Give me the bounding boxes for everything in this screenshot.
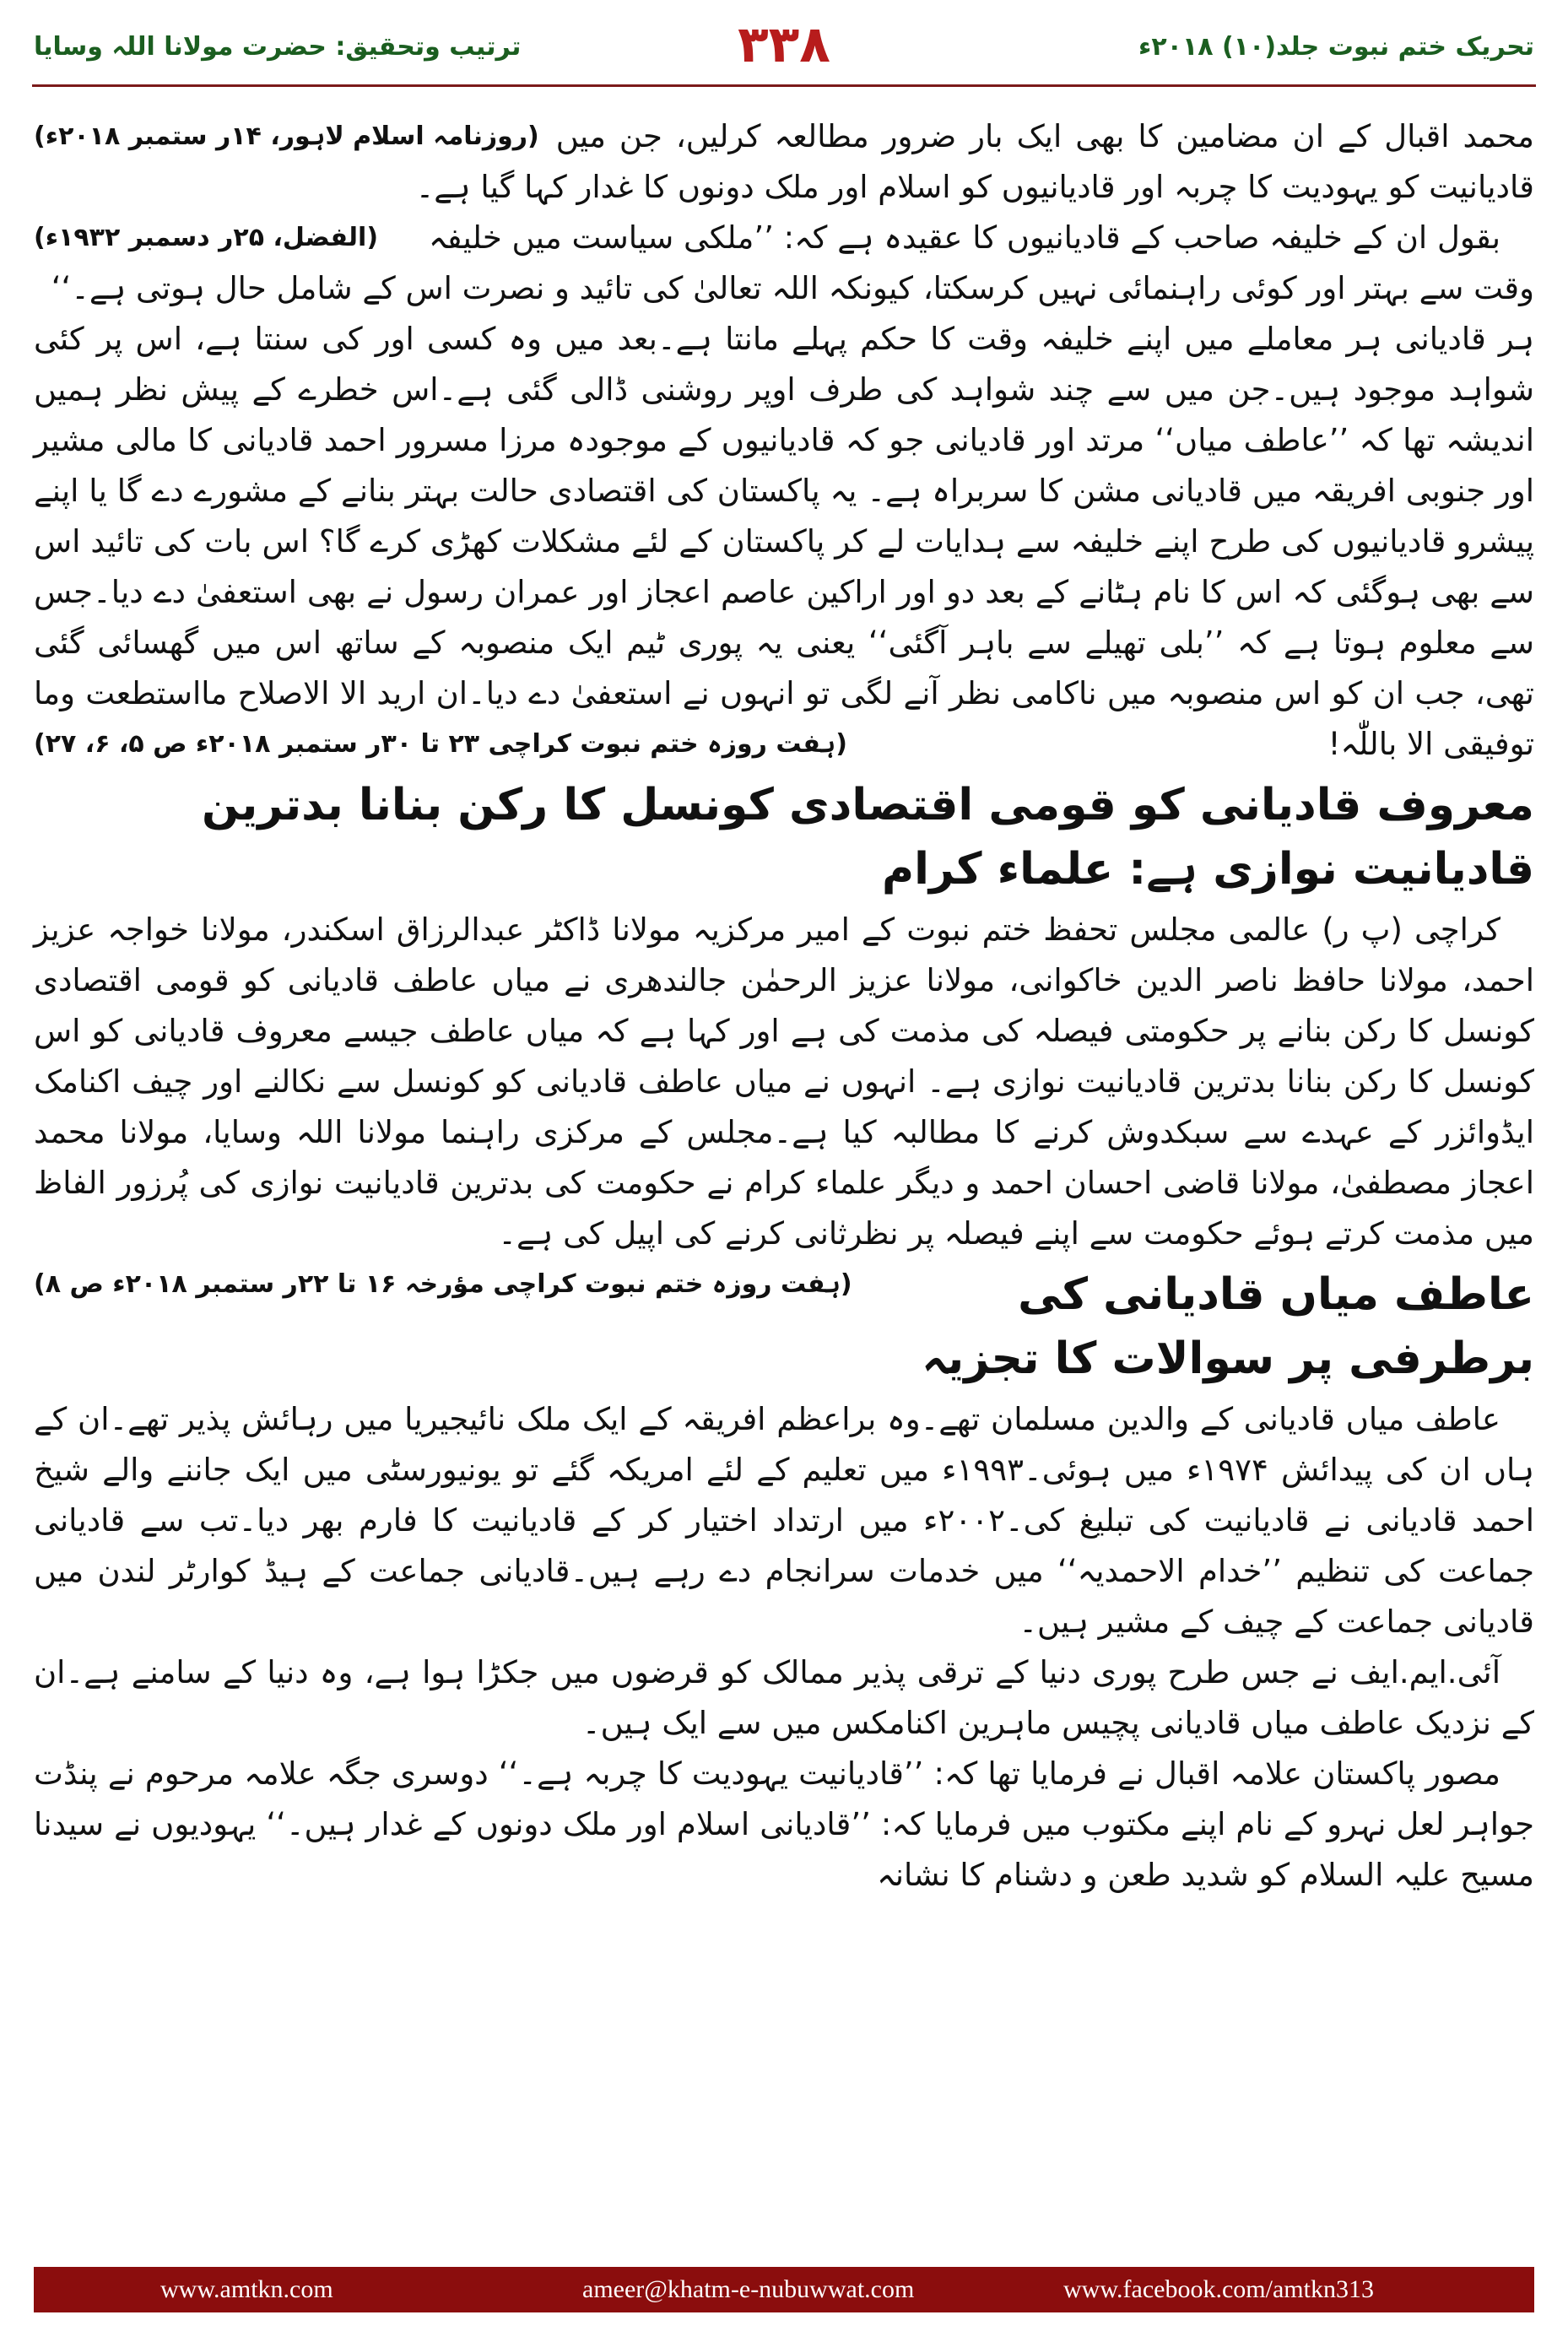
paragraph-khalifa-belief: (الفضل، ۲۵ر دسمبر ۱۹۳۲ء) بقول ان کے خلیفہ صاحب کے قادیانیوں کا عقیدہ ہے کہ: ’’ملکی سیاست میں خلیفہ وقت سے بہتر اور کوئی راہنمائی نہیں کرسکتا، کیونکہ اللہ تعالیٰ کی تائید و نصرت اس کے شامل حال ہوتی ہے۔‘‘ [34, 213, 1534, 314]
section-heading-dismissal: عاطف میاں قادیانی کی برطرفی پر سوالات کا تجزیہ [922, 1269, 1534, 1384]
website-link[interactable]: www.amtkn.com [160, 2275, 333, 2303]
paragraph-imf: آئی.ایم.ایف نے جس طرح پوری دنیا کے ترقی پذیر ممالک کو قرضوں میں جکڑا ہوا ہے، وہ دنیا کے سامنے ہے۔ان کے نزدیک عاطف میاں قادیانی پچیس ماہرین اکنامکس میں سے ایک ہیں۔ [34, 1654, 1534, 1741]
citation: (ہفت روزہ ختم نبوت کراچی ۲۳ تا ۳۰ر ستمبر ۲۰۱۸ء ص ۵، ۶، ۲۷) [34, 729, 847, 759]
compiler-credit: ترتیب وتحقیق: حضرت مولانا اللہ وسایا [34, 32, 522, 62]
paragraph-atif-mian-analysis: ہر قادیانی ہر معاملے میں اپنے خلیفہ وقت کا حکم پہلے مانتا ہے۔بعد میں وہ کسی اور کی سنتا ہے، اس پر کئی شواہد موجود ہیں۔جن میں سے چند شواہد کی طرف اوپر روشنی ڈالی گئی ہے۔اس خطرے کے پیش نظر ہمیں اندیشہ تھا کہ ’’عاطف میاں‘‘ مرتد اور قادیانی جو کہ قادیانیوں کے موجودہ مرزا مسرور احمد قادیانی کا مالی مشیر اور جنوبی افریقہ میں قادیانی مشن کا سربراہ ہے۔ یہ پاکستان کی اقتصادی حالت بہتر بنانے کے مشورے دے گا یا اپنے پیشرو قادیانیوں کی طرح اپنے خلیفہ سے ہدایات لے کر پاکستان کے لئے مشکلات کھڑی کرے گا؟ اس بات کی تائید اس سے بھی ہوگئی کہ اس کا نام ہٹانے کے بعد دو اور اراکین عاصم اعجاز اور عمران رسول نے بھی استعفیٰ دے دیا۔جس سے معلوم ہوتا ہے کہ ’’بلی تھیلے سے باہر آگئی‘‘ یعنی یہ پوری ٹیم ایک منصوبہ کے ساتھ اس میں گھسائی گئی تھی، جب ان کو اس منصوبہ میں ناکامی نظر آنے لگی تو انہوں نے استعفیٰ دے دیا۔ان ارید الا الاصلاح مااستطعت وما توفیقی الا باللّٰہ! (ہفت روزہ ختم نبوت کراچی ۲۳ تا ۳۰ر ستمبر ۲۰۱۸ء ص ۵، ۶، ۲۷) [34, 314, 1534, 770]
section-heading-council: معروف قادیانی کو قومی اقتصادی کونسل کا رکن بنانا بدترین قادیانیت نوازی ہے: علماء کرام [201, 780, 1534, 895]
book-title: تحریک ختم نبوت جلد(۱۰) ۲۰۱۸ء [1138, 32, 1534, 62]
paragraph-karachi-statement: کراچی (پ ر) عالمی مجلس تحفظ ختم نبوت کے امیر مرکزیہ مولانا ڈاکٹر عبدالرزاق اسکندر، مولانا خواجہ عزیز احمد، مولانا حافظ ناصر الدین خاکوانی، مولانا عزیز الرحمٰن جالندھری نے میاں عاطف قادیانی کو قومی اقتصادی کونسل کا رکن بنانے پر حکومتی فیصلہ کی مذمت کی ہے اور کہا ہے کہ میاں عاطف جیسے معروف قادیانی کو اس کونسل کا رکن بنانا بدترین قادیانیت نوازی ہے۔ انہوں نے میاں عاطف قادیانی کو کونسل سے نکالنے اور چیف اکنامک ایڈوائزر کے عہدے سے سبکدوش کرنے کا مطالبہ کیا ہے۔مجلس کے مرکزی راہنما مولانا اللہ وسایا، مولانا محمد اعجاز مصطفیٰ، مولانا قاضی احسان احمد و دیگر علماء کرام نے حکومت کی بدترین قادیانیت نوازی کی پُرزور الفاظ میں مذمت کرتے ہوئے حکومت سے اپنے فیصلہ پر نظرثانی کرنے کی اپیل کی ہے۔ (ہفت روزہ ختم نبوت کراچی مؤرخہ ۱۶ تا ۲۲ر ستمبر ۲۰۱۸ء ص ۸) [34, 905, 1534, 1259]
citation: (روزنامہ اسلام لاہور، ۱۴ر ستمبر ۲۰۱۸ء) [34, 122, 539, 151]
paragraph-biography: عاطف میاں قادیانی کے والدین مسلمان تھے۔وہ براعظم افریقہ کے ایک ملک نائیجیریا میں رہائش پذیر تھے۔ان کے ہاں ان کی پیدائش ۱۹۷۴ء میں ہوئی۔۱۹۹۳ء میں تعلیم کے لئے امریکہ گئے تو یونیورسٹی میں ایک جاننے والے شیخ احمد قادیانی نے قادیانیت کی تبلیغ کی۔۲۰۰۲ء میں ارتداد اختیار کر کے قادیانیت کا فارم بھر دیا۔تب سے قادیانی جماعت کی تنظیم ’’خدام الاحمدیہ‘‘ میں خدمات سرانجام دے رہے ہیں۔قادیانی جماعت کے ہیڈ کوارٹر لندن میں قادیانی جماعت کے چیف کے مشیر ہیں۔ [34, 1401, 1535, 1640]
citation: (ہفت روزہ ختم نبوت کراچی مؤرخہ ۱۶ تا ۲۲ر ستمبر ۲۰۱۸ء ص ۸) [34, 1269, 852, 1299]
page-number: ۳۳۸ [738, 15, 830, 74]
paragraph-iqbal-quote: مصور پاکستان علامہ اقبال نے فرمایا تھا کہ: ’’قادیانیت یہودیت کا چربہ ہے۔‘‘ دوسری جگہ علامہ مرحوم نے پنڈت جواہر لعل نہرو کے نام اپنے مکتوب میں فرمایا کہ: ’’قادیانی اسلام اور ملک دونوں کے غدار ہیں۔‘‘ یہودیوں نے سیدنا مسیح علیہ السلام کو شدید طعن و دشنام کا نشانہ [34, 1755, 1534, 1893]
page-header [0, 0, 1568, 93]
citation: (الفضل، ۲۵ر دسمبر ۱۹۳۲ء) [34, 223, 379, 252]
header-divider [32, 84, 1536, 87]
email-link[interactable]: ameer@khatm-e-nubuwwat.com [582, 2275, 915, 2303]
facebook-link[interactable]: www.facebook.com/amtkn313 [1063, 2275, 1374, 2303]
paragraph-iqbal-articles: (روزنامہ اسلام لاہور، ۱۴ر ستمبر ۲۰۱۸ء) محمد اقبال کے ان مضامین کا بھی ایک بار ضرور مطالعہ کرلیں، جن میں قادیانیت کو یہودیت کا چربہ اور قادیانیوں کو اسلام اور ملک دونوں کا غدار کہا گیا ہے۔ [34, 111, 1534, 213]
page-body [34, 111, 1534, 2221]
page-footer [0, 2267, 1568, 2342]
